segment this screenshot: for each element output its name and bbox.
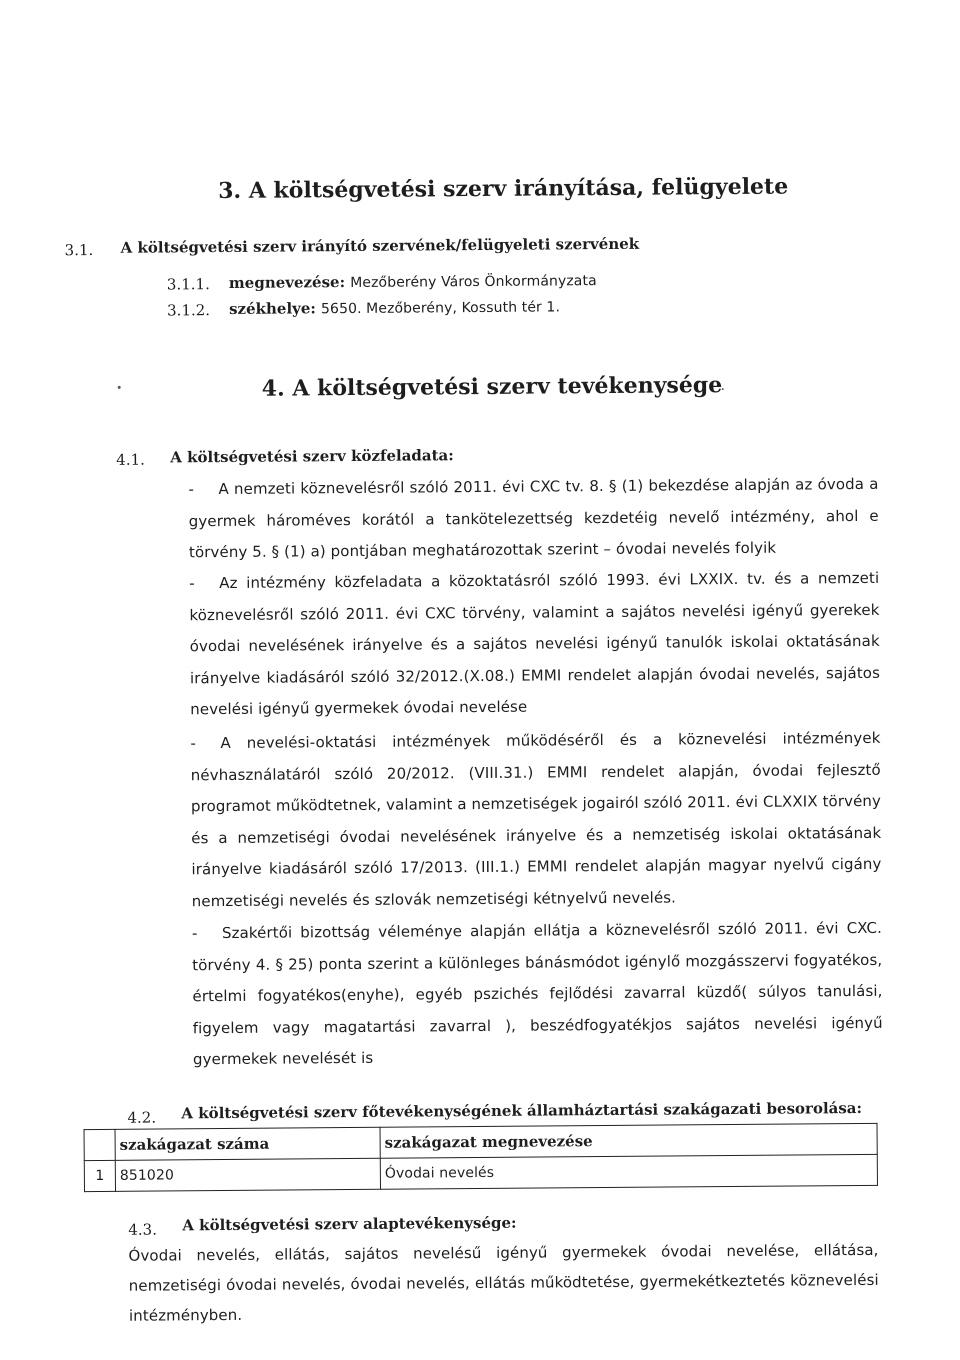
- table-cell: [84, 1129, 115, 1160]
- section-3-heading: 3. A költségvetési szerv irányítása, felügyelete: [218, 173, 789, 205]
- column-header-code: szakágazat száma: [115, 1127, 380, 1160]
- bullet-3: [190, 723, 881, 917]
- bullet-1: [188, 469, 879, 569]
- bullet-2: [189, 563, 880, 726]
- item-3-1-1-value: Mezőberény Város Önkormányzata: [350, 273, 597, 292]
- section-3-1-number: 3.1.: [64, 241, 94, 260]
- column-header-name: szakágazat megnevezése: [380, 1123, 877, 1158]
- bullet-dash: -: [189, 574, 195, 593]
- item-3-1-2-label: székhelye:: [229, 299, 316, 318]
- section-3-1-title: A költségvetési szerv irányító szervének/felügyeleti szervének: [120, 234, 640, 257]
- item-3-1-2-number: 3.1.2.: [167, 301, 211, 320]
- item-3-1-2: [229, 296, 560, 318]
- bullet-4: [192, 913, 883, 1076]
- item-3-1-1: [229, 270, 597, 292]
- section-4-3-text: Óvodai nevelés, ellátás, sajátos nevelésű igényű gyermekek óvodai nevelése, ellátása, nemzetiségi óvodai nevelés, óvodai nevelés, ellátás működtetése, gyermekétkeztetés köznevelési intézményben.: [128, 1240, 879, 1325]
- row-name: Óvodai nevelés: [380, 1154, 877, 1189]
- section-4-3-number: 4.3.: [128, 1220, 158, 1239]
- section-4-2-title: A költségvetési szerv főtevékenységének államháztartási szakágazati besorolása:: [181, 1099, 863, 1123]
- bullet-3-text: A nevelési-oktatási intézmények működéséről és a köznevelési intézmények névhasználatáról szóló 20/2012. (VIII.31.) EMMI rendelet alapján, óvodai fejlesztő programot működtetnek, valamint a nemzetiségek jogairól szóló 2011. évi CLXXIX törvény és a nemzetiségi óvodai nevelésének irányelve és a nemzetiség iskolai oktatásának irányelve kiadásáról szóló 17/2013. (III.1.) EMMI rendelet alapján magyar nyelvű cigány nemzetiségi nevelés és szlovák nemzetiségi kétnyelvű nevelés.: [190, 728, 882, 910]
- section-4-1-title: A költségvetési szerv közfeladata:: [170, 446, 454, 467]
- section-4-2-number: 4.2.: [127, 1108, 157, 1127]
- sector-table: [84, 1123, 878, 1192]
- item-3-1-1-label: megnevezése:: [228, 273, 346, 292]
- item-3-1-1-number: 3.1.1.: [166, 275, 210, 294]
- bullet-1-text: A nemzeti köznevelésről szóló 2011. évi CXC tv. 8. § (1) bekezdése alapján az óvoda a gyermek hároméves korától a tankötelezettség kezdetéig nevelő intézmény, ahol e törvény 5. § (1) a) pontjában meghatározottak szerint – óvodai nevelés folyik: [188, 474, 879, 562]
- bullet-2-text: Az intézmény közfeladata a közoktatásról szóló 1993. évi LXXIX. tv. és a nemzeti köznevelésről szóló 2011. évi CXC törvény, valamint a sajátos nevelési igényű gyerekek óvodai nevelésének irányelve és a sajátos nevelési igényű tanulók iskolai oktatásának irányelve kiadásáról szóló 32/2012.(X.08.) EMMI rendelet alapján óvodai nevelés, sajátos nevelési igényű gyermekek óvodai nevelése: [189, 568, 881, 719]
- row-index: 1: [84, 1160, 115, 1191]
- scan-speck: [118, 386, 121, 389]
- row-code: 851020: [115, 1158, 380, 1191]
- table-row: [84, 1154, 877, 1191]
- item-3-1-2-value: 5650. Mezőberény, Kossuth tér 1.: [320, 299, 561, 318]
- bullet-4-text: Szakértői bizottság véleménye alapján ellátja a köznevelésről szóló 2011. évi CXC. törvény 4. § 25) ponta szerint a különleges bánásmódot igénylő mozgásszervi fogyatékos, értelmi fogyatékos(enyhe), egyéb pszichés fejlődési zavarral küzdő( súlyos tanulási, figyelem vagy magatartási zavarral ), beszédfogyatékjos sajátos nevelési igényű gyermekek nevelését is: [192, 918, 883, 1069]
- section-4-heading: 4. A költségvetési szerv tevékenysége: [261, 372, 723, 402]
- section-4-3-title: A költségvetési szerv alaptevékenysége:: [182, 1213, 517, 1235]
- bullet-dash: -: [190, 734, 197, 753]
- bullet-dash: -: [188, 480, 195, 499]
- bullet-dash: -: [191, 924, 198, 943]
- section-4-1-number: 4.1.: [116, 450, 145, 469]
